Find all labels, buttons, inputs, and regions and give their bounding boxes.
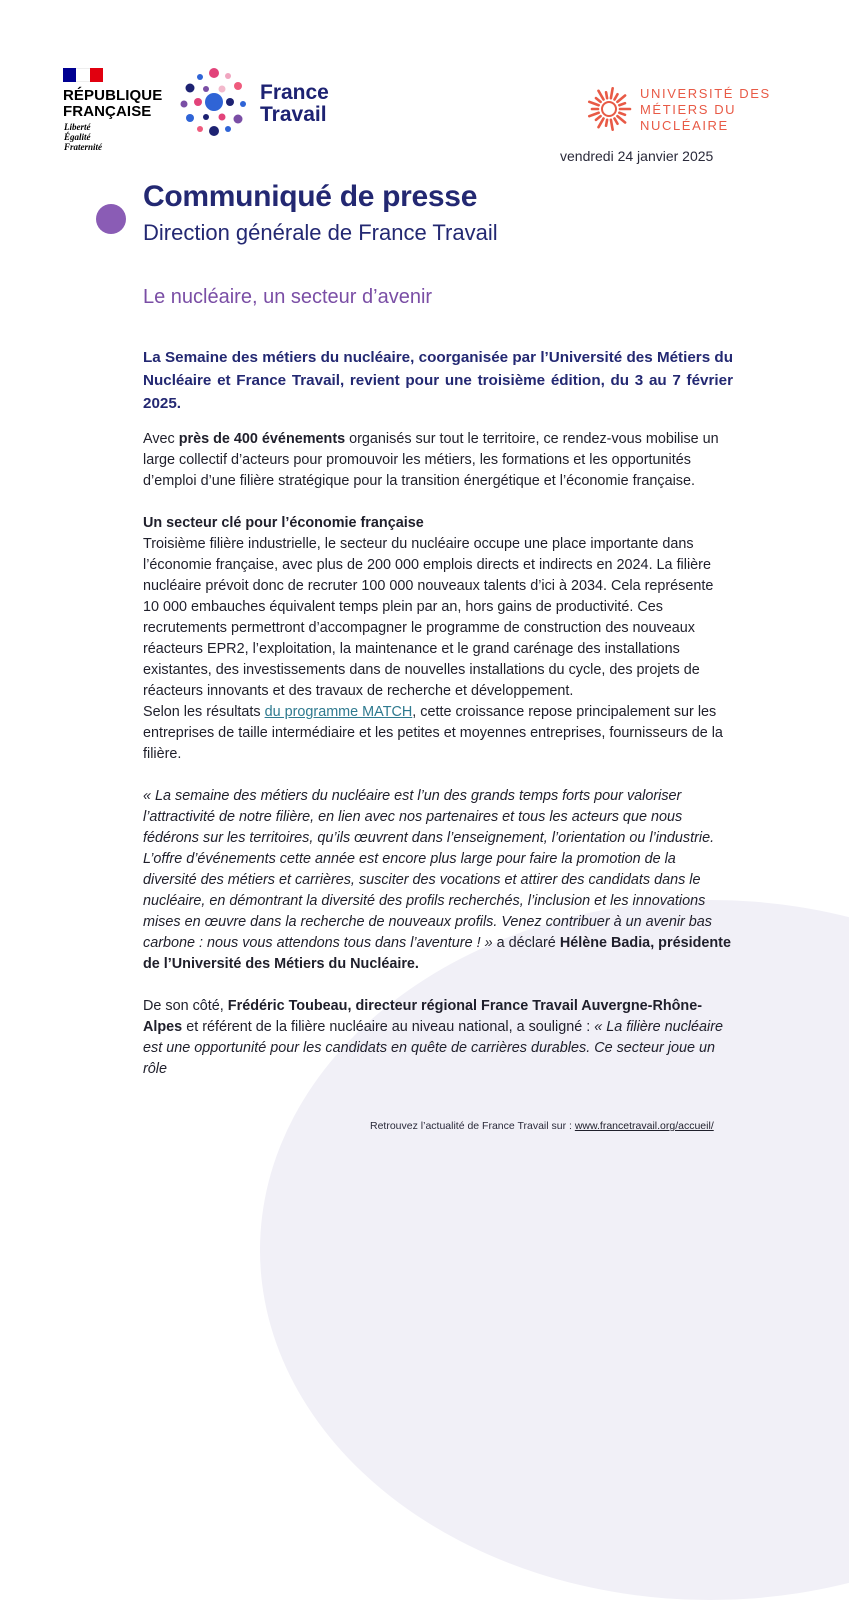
quote-text: « La semaine des métiers du nucléaire est l’un des grands temps forts pour valoriser l’attractivité de notre filière, en lien avec nos partenaires et tous les acteurs que nous fédérons sur les territoires, qu’ils œuvrent dans l’enseignement, l’orientation ou l’industrie. L’offre d’événements cette année est encore plus large pour faire la promotion de la diversité des métiers et carrières, susciter des vocations et attirer des candidats dans le nucléaire, en démontrant la diversité des profils recherchés, l’inclusion et les innovations mises en œuvre dans la recherche de nouveaux profils. Venez contribuer à un avenir bas carbone : nous vous attendons tous dans l’aventure ! » — [143, 788, 715, 951]
paragraph-match: Selon les résultats du programme MATCH, cette croissance repose principalement sur les entreprises de taille intermédiaire et les petites et moyennes entreprises, fournisseurs de la filière. — [143, 704, 723, 762]
umn-line2: MÉTIERS DU — [640, 102, 737, 117]
francetravail-link[interactable]: www.francetravail.org/accueil/ — [574, 1120, 714, 1132]
sunburst-ray — [599, 91, 604, 100]
sunburst-ray — [606, 92, 607, 98]
decorative-dot-icon — [96, 204, 126, 234]
motto-egalite: Égalité — [64, 132, 91, 142]
footer — [370, 1120, 714, 1132]
rf-name-line2: FRANÇAISE — [63, 103, 152, 120]
ft-line1: France — [260, 81, 329, 104]
sunburst-ray — [596, 98, 601, 102]
toubeau-name: Frédéric Toubeau, directeur régional France Travail Auvergne-Rhône-Alpes — [143, 998, 703, 1035]
sunburst-ray — [589, 102, 598, 105]
section-heading: Le nucléaire, un secteur d’avenir — [143, 286, 433, 308]
marianne-flag-icon — [63, 68, 103, 82]
france-travail-dots-icon — [178, 66, 250, 138]
sunburst-ray — [615, 119, 618, 124]
france-travail-logo-text — [260, 82, 329, 126]
sunburst-ray — [619, 103, 625, 105]
paragraph-sector: Troisième filière industrielle, le secteur du nucléaire occupe une place importante dans l’économie française, avec plus de 200 000 emplois directs et indirects en 2024. La filière nucléaire prévoit donc de recruter 100 000 nouveaux talents d’ici à 2034. Cela représente 10 000 embauches équivalent temps plein par an, hors gains de productivité. Ces recrutements permettront d’accompagner le programme de construction des nouveaux réacteurs EPR2, l’exploitation, la maintenance et le grand carénage des installations existantes, des investissements dans de nouvelles installations du cycle, des projets de réacteurs innovants et des travaux de recherche et développement. — [143, 536, 714, 699]
sunburst-ray — [617, 96, 625, 102]
match-program-link[interactable]: du programme MATCH — [264, 704, 413, 720]
sunburst-ray — [606, 120, 607, 126]
republique-francaise-logo — [63, 88, 162, 120]
umn-line3: NUCLÉAIRE — [640, 118, 729, 133]
events-count: près de 400 événements — [178, 431, 346, 447]
rf-motto — [64, 122, 102, 152]
sunburst-ray — [619, 113, 625, 115]
article-body — [143, 346, 733, 1080]
quote-paragraph: « La semaine des métiers du nucléaire est l’un des grands temps forts pour valoriser l’attractivité de notre filière, en lien avec nos partenaires et tous les acteurs que nous fédérons sur les territoires, qu’ils œuvrent dans l’enseignement, l’orientation ou l’industrie. L’offre d’événements cette année est encore plus large pour faire la promotion de la diversité des métiers et carrières, susciter des vocations et attirer des candidats dans le nucléaire, en démontrant la diversité des profils recherchés, l’inclusion et les innovations mises en œuvre dans la recherche de nouveaux profils. Venez contribuer à un avenir bas carbone : nous vous attendons tous dans l’aventure ! » a déclaré Hélène Badia, présidente de l’Université des Métiers du Nucléaire. — [143, 788, 731, 972]
lead-paragraph: La Semaine des métiers du nucléaire, coorganisée par l’Université des Métiers du Nucléaire et France Travail, revient pour une troisième édition, du 3 au 7 février 2025. — [143, 349, 733, 412]
sunburst-ray — [596, 116, 601, 120]
motto-fraternite: Fraternité — [64, 142, 103, 152]
umn-line1: UNIVERSITÉ DES — [640, 86, 771, 101]
sunburst-ray — [617, 116, 625, 122]
press-date: vendredi 24 janvier 2025 — [560, 148, 714, 164]
quote-author: Hélène Badia, présidente de l’Université des Métiers du Nucléaire. — [143, 935, 731, 972]
paragraph-events: Avec près de 400 événements organisés sur tout le territoire, ce rendez-vous mobilise un large collectif d’acteurs pour promouvoir les métiers, les formations et les opportunités d’emploi d’une filière stratégique pour la transition énergétique et l’économie française. — [143, 431, 719, 489]
sunburst-ray — [589, 113, 598, 116]
subsection-heading: Un secteur clé pour l’économie française — [143, 515, 424, 531]
footer-text: Retrouvez l’actualité de France Travail sur : — [370, 1120, 575, 1132]
page-subtitle: Direction générale de France Travail — [143, 220, 498, 245]
sunburst-ray — [611, 88, 613, 98]
umn-sunburst-icon — [586, 86, 632, 132]
page-title: Communiqué de presse — [143, 180, 478, 213]
sunburst-ray — [611, 120, 613, 130]
umn-logo-text — [640, 86, 771, 134]
motto-liberte: Liberté — [64, 122, 91, 132]
paragraph-toubeau: De son côté, Frédéric Toubeau, directeur régional France Travail Auvergne-Rhône-Alpes et référent de la filière nucléaire au niveau national, a souligné : « La filière nucléaire est une opportunité pour les candidats en quête de carrières durables. Ce secteur joue un rôle — [143, 998, 723, 1077]
sunburst-ray — [599, 119, 604, 128]
rf-name-line1: RÉPUBLIQUE — [63, 87, 163, 104]
ft-line2: Travail — [260, 103, 327, 126]
sunburst-ray — [615, 94, 618, 99]
